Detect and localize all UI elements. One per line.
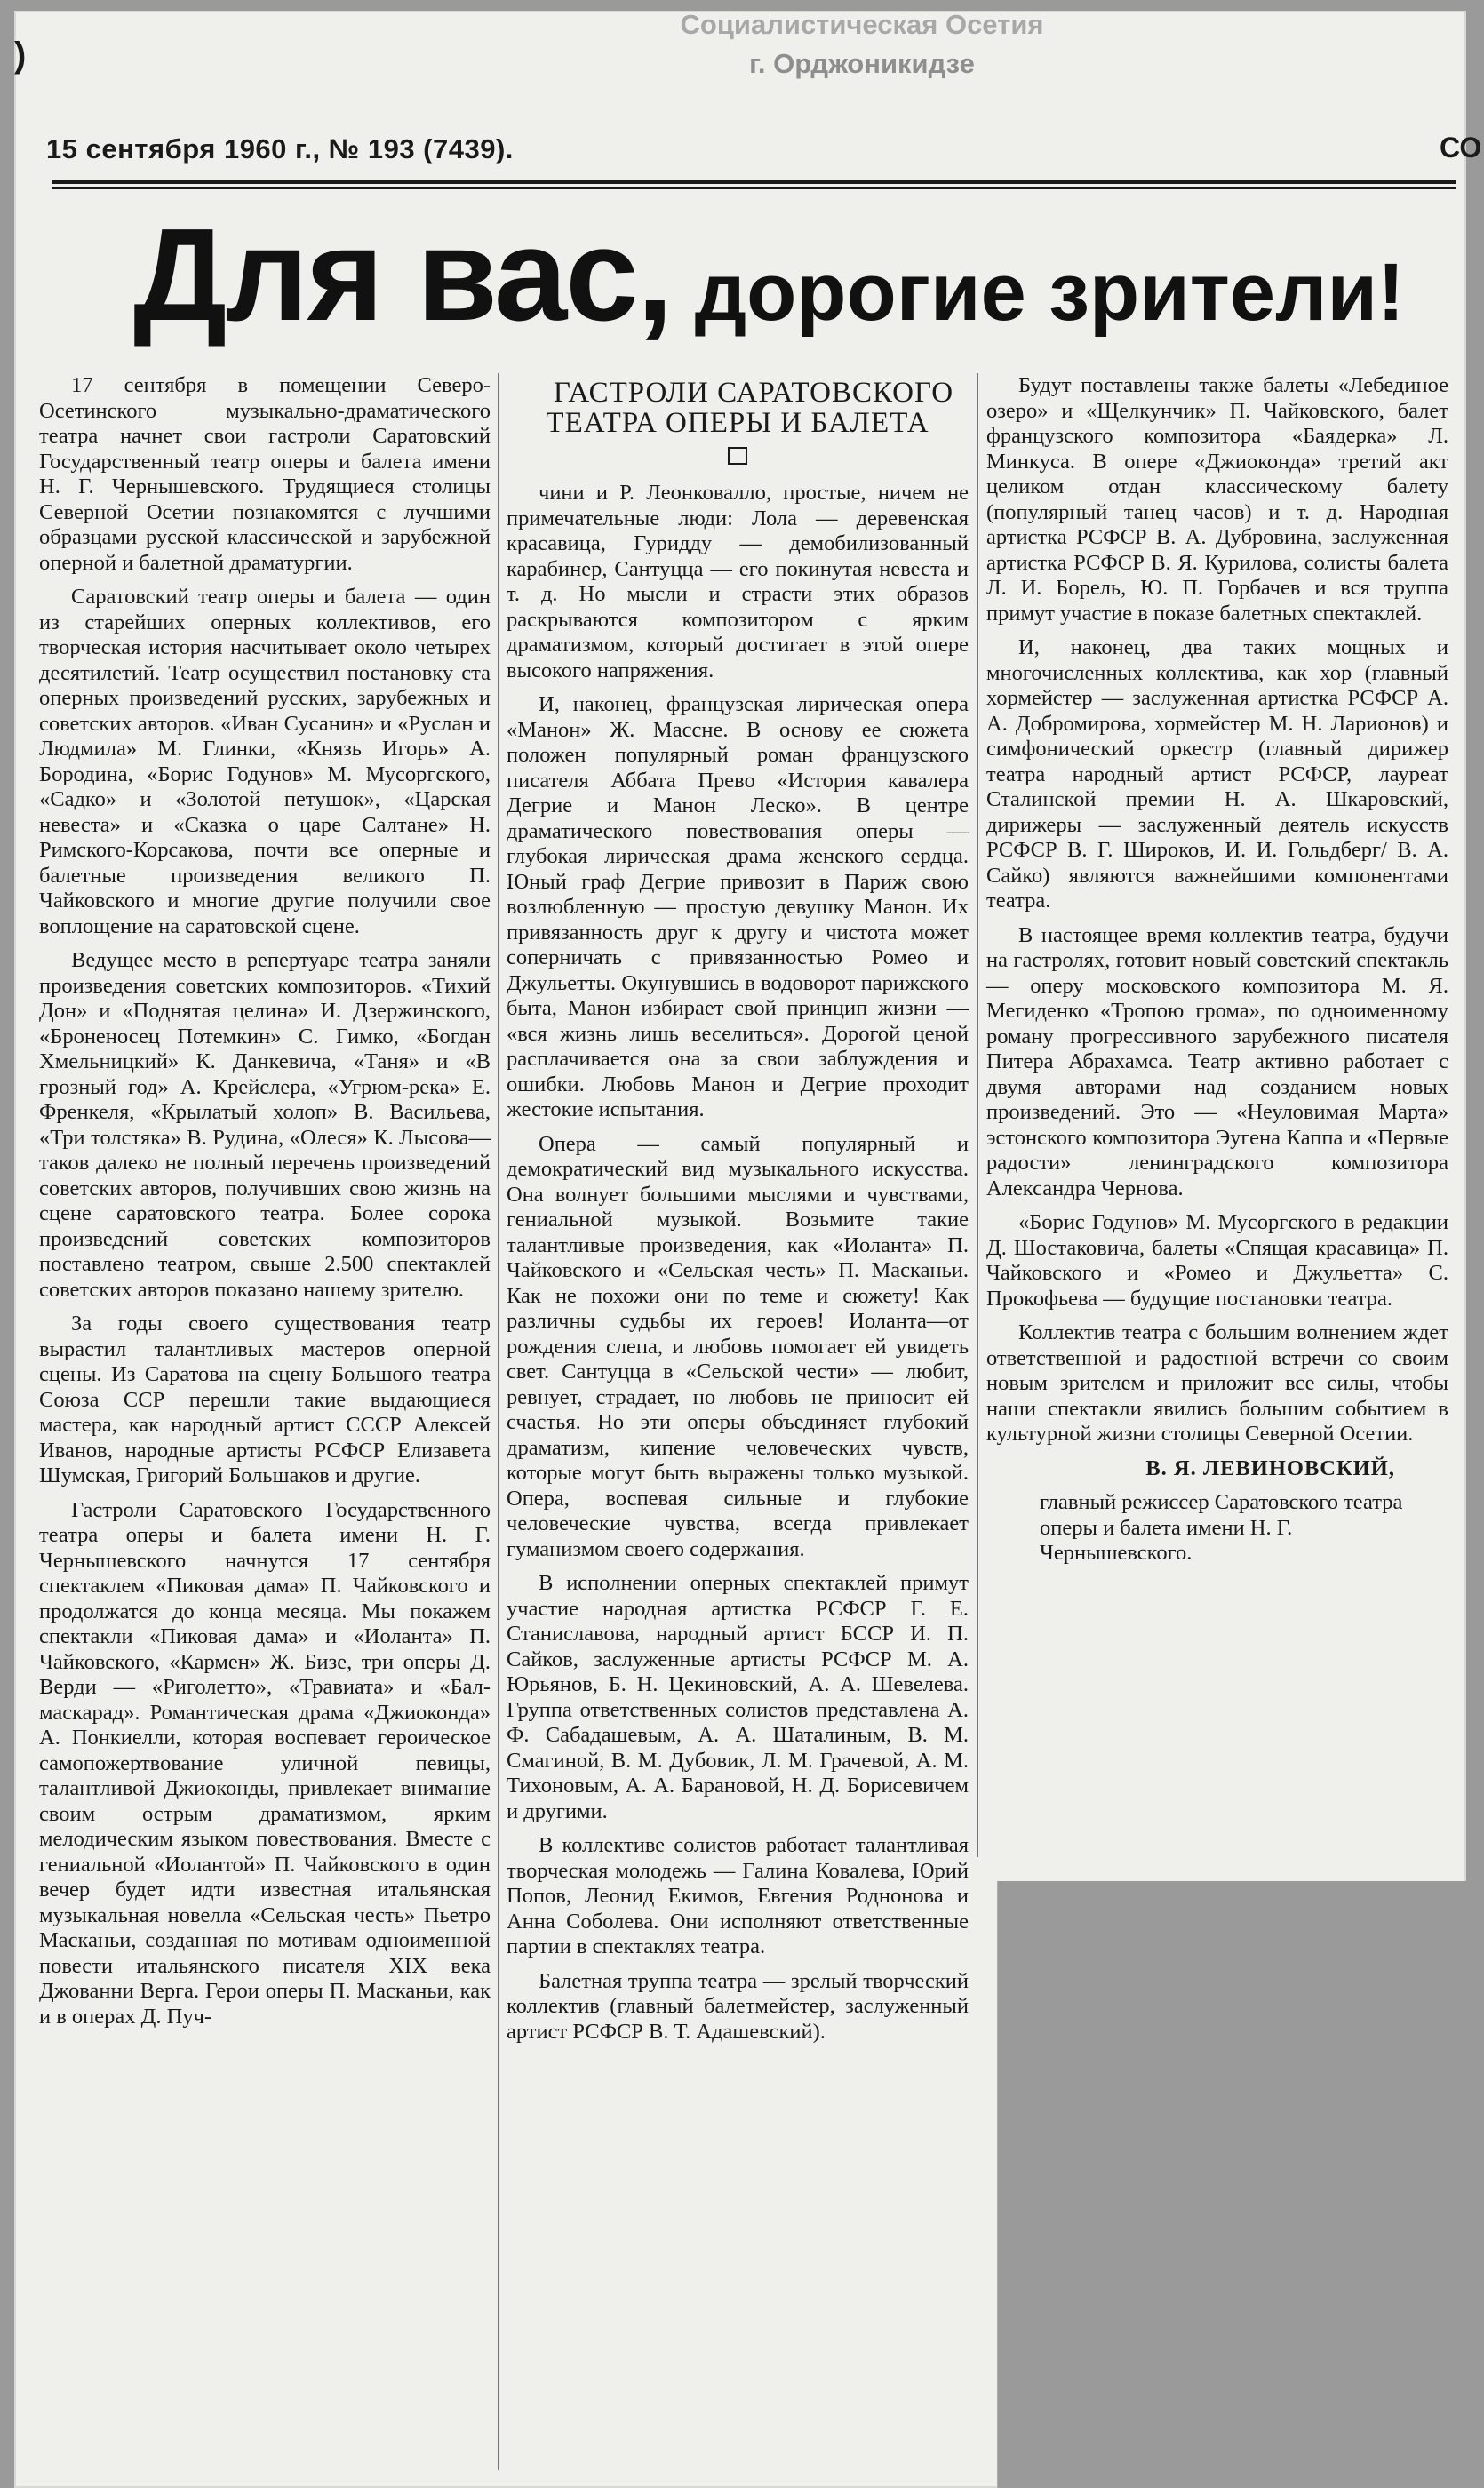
article-subtitle: ГАСТРОЛИ САРАТОВСКОГО ТЕАТРА ОПЕРЫ И БАЛЕТА (546, 377, 954, 439)
stamp-city: г. Орджоникидзе (749, 48, 975, 79)
paragraph: Гастроли Саратовского Государственного театра оперы и балета имени Н. Г. Чернышевского начнутся 17 сентября спектаклем «Пиковая дама» П. Чайковского и продолжатся до конца месяца. Мы покажем спектакли «Пиковая дама» и «Иоланта» П. Чайковского, «Кармен» Ж. Бизе, три оперы Д. Верди — «Риголетто», «Травиата» и «Бал-маскарад». Романтическая драма «Джиоконда» А. Понкиелли, которая воспевает героическое самопожертвование уличной певицы, талантливой Джиоконды, привлекает внимание своим острым драматизмом, ярким мелодическим языком повествования. Вместе с гениальной «Иолантой» П. Чайковского в один вечер будет идти известная итальянская музыкальная новелла «Сельская честь» Пьетро Масканьи, созданная по мотивам одноименной повести итальянского писателя XIX века Джованни Верга. Герои оперы П. Масканьи, как и в операх Д. Пуч- (39, 1497, 491, 2029)
header-rule-thick (52, 180, 1456, 184)
paragraph: В коллективе солистов работает талантливая творческая молодежь — Галина Ковалева, Юрий Попов, Леонид Екимов, Евгения Роднонова и Анна Соболева. Они исполняют ответственные партии в спектаклях театра. (507, 1833, 969, 1958)
paragraph: 17 сентября в помещении Северо-Осетинского музыкально-драматического театра начнет свои гастроли Саратовский Государственный театр оперы и балета имени Н. Г. Чернышевского. Трудящиеся столицы Северной Осетии познакомятся с лучшими образцами русской классической и зарубежной оперной и балетной драматургии. (39, 373, 491, 575)
dateline: 15 сентября 1960 г., № 193 (7439). (46, 133, 514, 164)
paragraph: «Борис Годунов» М. Мусоргского в редакции Д. Шостаковича, балеты «Спящая красавица» П. Чайковского и «Ромео и Джульетта» С. Прокофьева — будущие постановки театра. (986, 1210, 1448, 1311)
column-divider (498, 373, 499, 2470)
paragraph: Будут поставлены также балеты «Лебединое озеро» и «Щелкунчик» П. Чайковского, балет французского композитора «Баядерка» Л. Минкуса. В опере «Джиоконда» третий акт целиком отдан классическому балету (популярный танец часов) и т. д. Народная артистка РСФСР В. А. Дубровина, заслуженная артистка РСФСР В. Я. Курилова, солисты балета Л. И. Борель, Ю. П. Горбачев и вся труппа примут участие в показе балетных спектаклей. (986, 373, 1448, 626)
paragraph: И, наконец, два таких мощных и многочисленных коллектива, как хор (главный хормейстер — заслуженная артистка РСФСР А. А. Добромирова, хормейстер М. Н. Ларионов) и симфонический оркестр (главный дирижер театра народный артист РСФСР, лауреат Сталинской премии Н. А. Шкаровский, дирижеры — заслуженный деятель искусств РСФСР В. Г. Широков, И. И. Гольдберг/ В. А. Сайко) являются важнейшими компонентами театра. (986, 635, 1448, 913)
edge-fragment: СО (1440, 132, 1482, 163)
corner-fragment: ) (14, 36, 27, 75)
paragraph: Ведущее место в репертуаре театра заняли произведения советских композиторов. «Тихий Дон» и «Поднятая целина» И. Дзержинского, «Броненосец Потемкин» С. Гимко, «Богдан Хмельницкий» К. Данкевича, «Таня» и «В грозный год» А. Крейслера, «Угрюм-река» Е. Френкеля, «Крылатый холоп» В. Васильева, «Три толстяка» В. Рудина, «Олеся» К. Лысова—таков далеко не полный перечень произведений советских авторов, получивших свою жизнь на сцене саратовского театра. Более сорока произведений советских композиторов поставлено театром, свыше 2.500 спектаклей советских авторов показано нашему зрителю. (39, 948, 491, 1302)
paragraph: Саратовский театр оперы и балета — один из старейших оперных коллективов, его творческая история насчитывает около четырех десятилетий. Театр осуществил постановку ста оперных произведений русских, зарубежных и советских авторов. «Иван Сусанин» и «Руслан и Людмила» М. Глинки, «Князь Игорь» А. Бородина, «Борис Годунов» М. Мусоргского, «Садко» и «Золотой петушок», «Царская невеста» и «Сказка о царе Салтане» Н. Римского-Корсакова, почти все оперные и балетные произведения великого П. Чайковского и многие другие получили свое воплощение на саратовской сцене. (39, 585, 491, 938)
stamp-title: Социалистическая Осетия (680, 9, 1044, 40)
headline (133, 200, 1405, 351)
signature-role: главный режиссер Саратовского театра оперы и балета имени Н. Г. Чернышевского. (1040, 1490, 1403, 1565)
paragraph: За годы своего существования театр вырастил талантливых мастеров оперной сцены. Из Саратова на сцену Большого театра Союза ССР перешли такие выдающиеся мастера, как народный артист СССР Алексей Иванов, народные артисты РСФСР Елизавета Шумская, Григорий Большаков и другие. (39, 1312, 491, 1487)
article-column-1 (39, 373, 491, 2038)
paragraph: Коллектив театра с большим волнением ждет ответственной и радостной встречи со своим новым зрителем и приложит все силы, чтобы наши спектакли явились большим событием в культурной жизни столицы Северной Осетии. (986, 1320, 1448, 1446)
paragraph: В настоящее время коллектив театра, будучи на гастролях, готовит новый советский спектакль — оперу московского композитора М. Я. Мегиденко «Тропою грома», по одноименному роману прогрессивного зарубежного писателя Питера Абрахамса. Театр активно работает с двумя авторами над созданием новых произведений. Это — «Неуловимая Марта» эстонского композитора Эугена Каппа и «Первые радости» ленинградского композитора Александра Чернова. (986, 922, 1448, 1200)
column-divider (977, 373, 978, 1857)
paragraph: Балетная труппа театра — зрелый творческий коллектив (главный балетмейстер, заслуженный артист РСФСР В. Т. Адашевский). (507, 1968, 969, 2044)
article-column-2 (507, 378, 969, 2053)
headline-part1: Для вас, (133, 202, 672, 348)
signature (986, 1456, 1448, 1482)
paragraph: Опера — самый популярный и демократический вид музыкального искусства. Она волнует большими мыслями и чувствами, гениальной музыкой. Возьмите такие талантливые произведения, как «Иоланта» П. Чайковского и «Сельская честь» П. Масканьи. Как не похожи они по теме и сюжету! Как различны судьбы их героев! Иоланта—от рождения слепа, и любовь помогает ей увидеть свет. Сантуцца в «Сельской чести» — любит, ревнует, страдает, но любовь не приносит ей счастья. Но эти оперы объединяет глубокий драматизм, кипение человеческих чувств, которые могут быть выражены только музыкой. Опера, воспевая сильные и глубокие человеческие чувства, всегда привлекает гуманизмом своего содержания. (507, 1131, 969, 1561)
header-rule-thin (52, 187, 1456, 189)
signature-name: В. Я. ЛЕВИНОВСКИЙ, (1145, 1455, 1395, 1480)
paragraph: чини и Р. Леонковалло, простые, ничем не примечательные люди: Лола — деревенская красавица, Гуридду — демобилизованный карабинер, Сантуцца — его покинутая невеста и т. д. Но мысли и страсти этих образов раскрываются композитором с ярким драматизмом, который достигает в этой опере высокого напряжения. (507, 481, 969, 682)
article-column-3 (986, 373, 1448, 1575)
paragraph: И, наконец, французская лирическая опера «Манон» Ж. Массне. В основу ее сюжета положен популярный роман французского писателя Аббата Прево «История кавалера Дегрие и Манон Леско». В центре драматического повествования оперы — глубокая лирическая драма женского сердца. Юный граф Дегрие привозит в Париж свою возлюбленную — простую девушку Манон. Их привязанность друг к другу и чистота может соперничать с привязанностью Ромео и Джульетты. Окунувшись в водоворот парижского быта, Манон избирает свой принцип жизни — «вся жизнь лишь веселиться». Дорогой ценой расплачивается она за свои заблуждения и ошибки. Любовь Манон и Дегрие проходит жестокие испытания. (507, 692, 969, 1121)
paragraph: В исполнении оперных спектаклей примут участие народная артистка РСФСР Г. Е. Станиславова, народный артист БССР И. П. Сайков, заслуженные артисты РСФСР М. А. Юрьянов, Б. Н. Цекиновский, А. А. Шевелева. Группа ответственных солистов представлена А. Ф. Сабадашевым, А. А. Шаталиным, В. М. Смагиной, В. М. Дубовик, Л. М. Грачевой, А. М. Тихоновым, А. А. Барановой, Н. Д. Борисевичем и другими. (507, 1571, 969, 1823)
square-ornament-icon (728, 447, 747, 465)
newspaper-stamp (675, 5, 1049, 84)
headline-part2: дорогие зрители! (694, 247, 1405, 338)
